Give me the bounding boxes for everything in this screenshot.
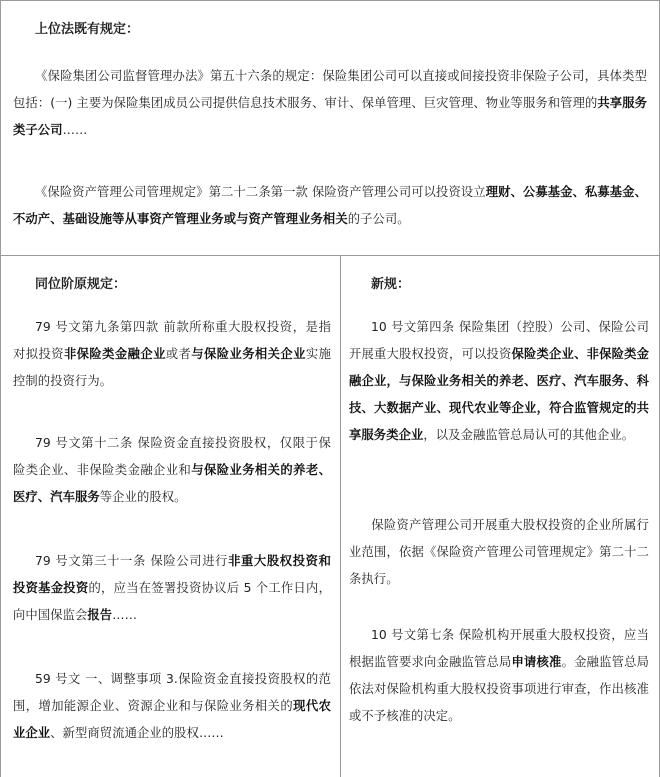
new-rules-heading: 新规： [371,277,411,292]
original-rule-paragraph-2: 79 号文第十二条 保险资金直接投资股权，仅限于保险类企业、非保险类金融企业和与保险业务相关的养老、医疗、汽车服务等企业的股权。 [13,436,331,504]
original-rule-paragraph-1: 79 号文第九条第四款 前款所称重大股权投资，是指对拟投资非保险类金融企业或者与保险业务相关企业实施控制的投资行为。 [13,320,331,388]
superior-law-cell [1,0,659,256]
superior-law-heading: 上位法既有规定： [35,22,140,37]
new-rule-paragraph-2: 保险资产管理公司开展重大股权投资的企业所属行业范围，依据《保险资产管理公司管理规定》第二十二条执行。 [349,518,649,586]
original-rule-paragraph-4: 59 号文 一、调整事项 3.保险资金直接投资股权的范围，增加能源企业、资源企业和与保险业务相关的现代农业企业、新型商贸流通企业的股权…… [13,672,331,740]
original-rules-cell [1,256,341,777]
new-rules-cell [341,256,659,777]
superior-law-paragraph-1: 《保险集团公司监督管理办法》第五十六条的规定：保险集团公司可以直接或间接投资非保险子公司，具体类型包括：(一) 主要为保险集团成员公司提供信息技术服务、审计、保单管理、巨灾管理、物业等服务和管理的共享服务类子公司…… [13,69,647,137]
new-rule-paragraph-3: 10 号文第七条 保险机构开展重大股权投资，应当根据监管要求向金融监管总局申请核准。金融监管总局依法对保险机构重大股权投资事项进行审查，作出核准或不予核准的决定。 [349,628,649,723]
original-rule-paragraph-3: 79 号文第三十一条 保险公司进行非重大股权投资和投资基金投资的，应当在签署投资协议后 5 个工作日内，向中国保监会报告…… [13,554,331,622]
new-rule-paragraph-1: 10 号文第四条 保险集团（控股）公司、保险公司开展重大股权投资，可以投资保险类企业、非保险类金融企业，与保险业务相关的养老、医疗、汽车服务、科技、大数据产业、现代农业等企业，符合监管规定的共享服务类企业，以及金融监管总局认可的其他企业。 [349,320,649,442]
original-rules-heading: 同位阶原规定： [35,277,127,292]
superior-law-paragraph-2: 《保险资产管理公司管理规定》第二十二条第一款 保险资产管理公司可以投资设立理财、公募基金、私募基金、不动产、基础设施等从事资产管理业务或与资产管理业务相关的子公司。 [13,185,647,226]
